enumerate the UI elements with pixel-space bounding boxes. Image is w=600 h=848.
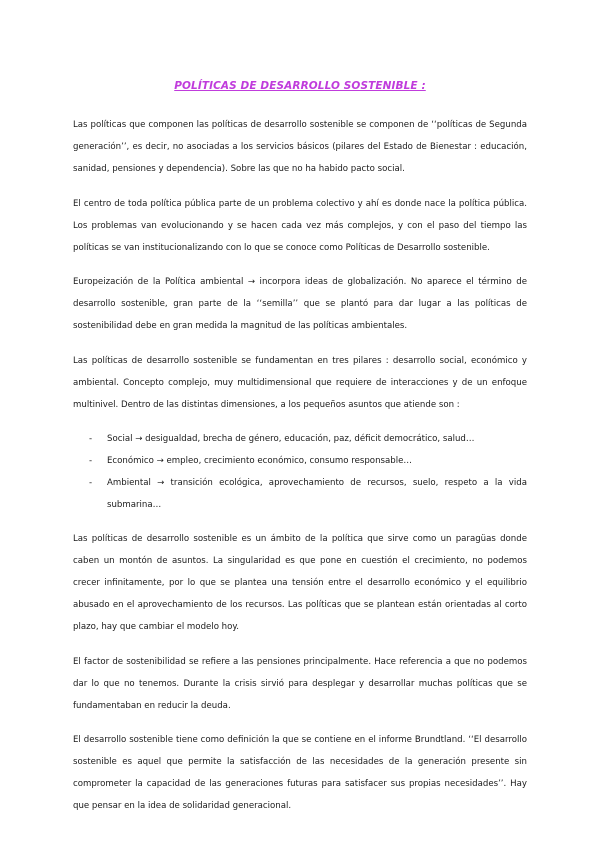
paragraph-segunda-generacion: Las políticas que componen las políticas de desarrollo sostenible se componen de ‘‘políticas de Segunda generación’’, es decir, no asociadas a los servicios básicos (pilares del Estado de Bienestar : educación, sanidad, pensiones y dependencia). Sobre las que no ha habido pacto social.	[73, 120, 527, 174]
paragraph-centro-politica: El centro de toda política pública parte de un problema colectivo y ahí es donde nace la política pública. Los problemas van evolucionando y se hacen cada vez más complejos, y con el paso del tiempo las políticas se van institucionalizando con lo que se conoce como Políticas de Desarrollo sostenible.	[73, 198, 527, 253]
dash-bullet: -	[89, 456, 93, 466]
paragraph-europeizacion: Europeización de la Política ambiental → incorpora ideas de globalización. No aparece el término de desarrollo sostenible, gran parte de la ‘‘semilla’’ que se plantó para dar lugar a las políticas de sostenibilidad debe en gran medida la magnitud de las políticas ambientales.	[73, 277, 527, 331]
paragraph-brundtland: El desarrollo sostenible tiene como definición la que se contiene en el informe Brundtland. ‘‘El desarrollo sostenible es aquel que permite la satisfacción de las necesidades de la generación presente sin comprometer la capacidad de las generaciones futuras para satisfacer sus propias necesidades’’. Hay que pensar en la idea de solidaridad generacional.	[73, 735, 527, 811]
dash-bullet: -	[89, 434, 93, 444]
dimensions-list	[73, 428, 527, 516]
paragraph-paraguas: Las políticas de desarrollo sostenible es un ámbito de la política que sirve como un paragüas donde caben un montón de asuntos. La singularidad es que pone en cuestión el crecimiento, no podemos crecer infinitamente, por lo que se plantea una tensión entre el desarrollo económico y el equilibrio abusado en el aprovechamiento de los recursos. Las políticas que se plantean están orientadas al corto plazo, hay que cambiar el modelo hoy.	[73, 534, 527, 632]
list-item-social	[73, 428, 527, 450]
list-item-text: Económico → empleo, crecimiento económico, consumo responsable…	[107, 456, 412, 466]
paragraph-factor-sostenibilidad: El factor de sostenibilidad se refiere a las pensiones principalmente. Hace referencia a que no podemos dar lo que no tenemos. Durante la crisis sirvió para desplegar y desarrollar muchas políticas que se fundamentaban en reducir la deuda.	[73, 656, 527, 711]
list-item-text: Social → desigualdad, brecha de género, educación, paz, déficit democrático, salud…	[107, 434, 475, 444]
document-title: POLÍTICAS DE DESARROLLO SOSTENIBLE :	[174, 80, 426, 92]
list-item-ambiental	[73, 472, 527, 516]
list-item-text: Ambiental → transición ecológica, aprovechamiento de recursos, suelo, respeto a la vida submarina…	[107, 478, 527, 510]
paragraph-tres-pilares: Las políticas de desarrollo sostenible se fundamentan en tres pilares : desarrollo social, económico y ambiental. Concepto complejo, muy multidimensional que requiere de interacciones y de un enfoque multinivel. Dentro de las distintas dimensiones, a los pequeños asuntos que atiende son :	[73, 355, 527, 410]
dash-bullet: -	[89, 478, 93, 488]
list-item-economico	[73, 450, 527, 472]
